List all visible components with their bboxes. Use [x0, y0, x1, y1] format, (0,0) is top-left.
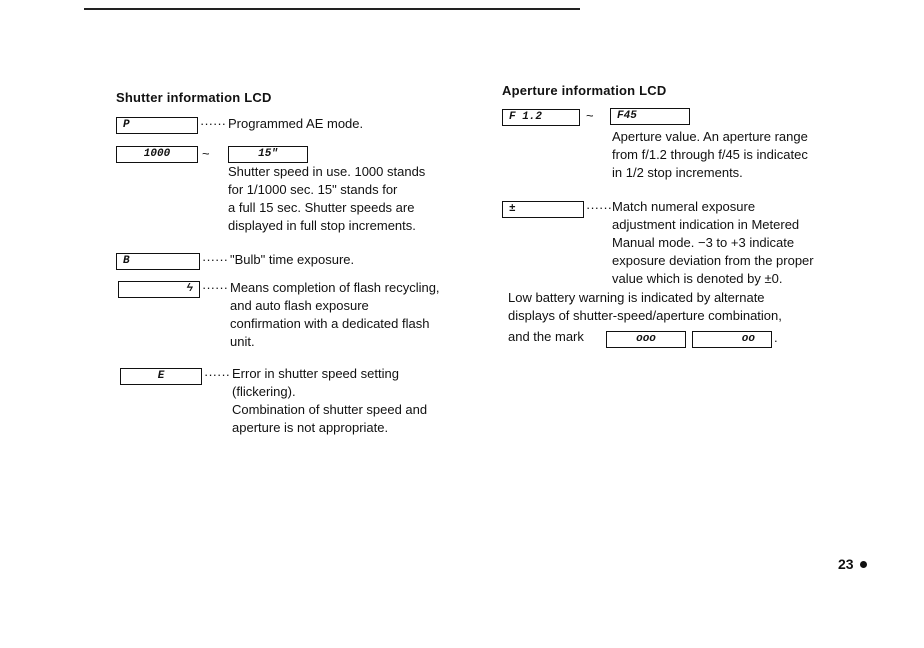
match-desc-line: adjustment indication in Metered — [612, 217, 800, 232]
shutter-speed-desc-line: Shutter speed in use. 1000 stands — [228, 164, 426, 179]
match-desc-line: value which is denoted by ±0. — [612, 271, 783, 286]
page-number: 23 — [838, 556, 854, 572]
shutter-speed-desc-line: a full 15 sec. Shutter speeds are — [228, 200, 415, 215]
battery-period: . — [774, 330, 778, 345]
aperture-desc-line: from f/1.2 through f/45 is indicatec — [612, 147, 808, 162]
lcd-match-numeral: ± — [502, 201, 584, 218]
lcd-bulb: B — [116, 253, 200, 270]
battery-desc-line: displays of shutter-speed/aperture combination, — [508, 308, 782, 323]
flash-desc-line: and auto flash exposure — [230, 298, 369, 313]
shutter-heading: Shutter information LCD — [116, 90, 272, 105]
range-tilde: ~ — [586, 108, 594, 123]
leader-dots: ······ — [200, 116, 226, 131]
match-desc-line: Match numeral exposure — [612, 199, 756, 214]
battery-desc-line: Low battery warning is indicated by alternate — [508, 290, 765, 305]
leader-dots: ······ — [202, 280, 228, 295]
lcd-error: E — [120, 368, 202, 385]
lcd-flash: ϟ — [118, 281, 200, 298]
flash-desc-line: confirmation with a dedicated flash — [230, 316, 430, 331]
error-desc-line: (flickering). — [232, 384, 296, 399]
program-desc: Programmed AE mode. — [228, 116, 364, 131]
battery-desc-line: and the mark — [508, 329, 584, 344]
shutter-speed-desc-line: for 1/1000 sec. 15" stands for — [228, 182, 398, 197]
flash-desc-line: Means completion of flash recycling, — [230, 280, 440, 295]
top-rule — [84, 8, 580, 10]
range-tilde: ~ — [202, 146, 210, 161]
aperture-desc-line: in 1/2 stop increments. — [612, 165, 743, 180]
error-desc-line: Error in shutter speed setting — [232, 366, 399, 381]
page-bullet — [860, 561, 867, 568]
leader-dots: ······ — [586, 200, 612, 215]
lcd-shutter-15: 15" — [228, 146, 308, 163]
error-desc-line: aperture is not appropriate. — [232, 420, 389, 435]
aperture-desc-line: Aperture value. An aperture range — [612, 129, 808, 144]
bulb-desc: "Bulb" time exposure. — [230, 252, 355, 267]
aperture-heading: Aperture information LCD — [502, 83, 667, 98]
lcd-battery-mark-2: oo — [692, 331, 772, 348]
lcd-aperture-f1-2: F 1.2 — [502, 109, 580, 126]
flash-desc-line: unit. — [230, 334, 255, 349]
leader-dots: ······ — [204, 367, 230, 382]
match-desc-line: exposure deviation from the proper — [612, 253, 814, 268]
lcd-battery-mark-1: ooo — [606, 331, 686, 348]
lcd-program: P — [116, 117, 198, 134]
error-desc-line: Combination of shutter speed and — [232, 402, 428, 417]
lcd-aperture-f45: F45 — [610, 108, 690, 125]
match-desc-line: Manual mode. −3 to +3 indicate — [612, 235, 795, 250]
lcd-shutter-1000: 1000 — [116, 146, 198, 163]
shutter-speed-desc-line: displayed in full stop increments. — [228, 218, 416, 233]
leader-dots: ······ — [202, 252, 228, 267]
